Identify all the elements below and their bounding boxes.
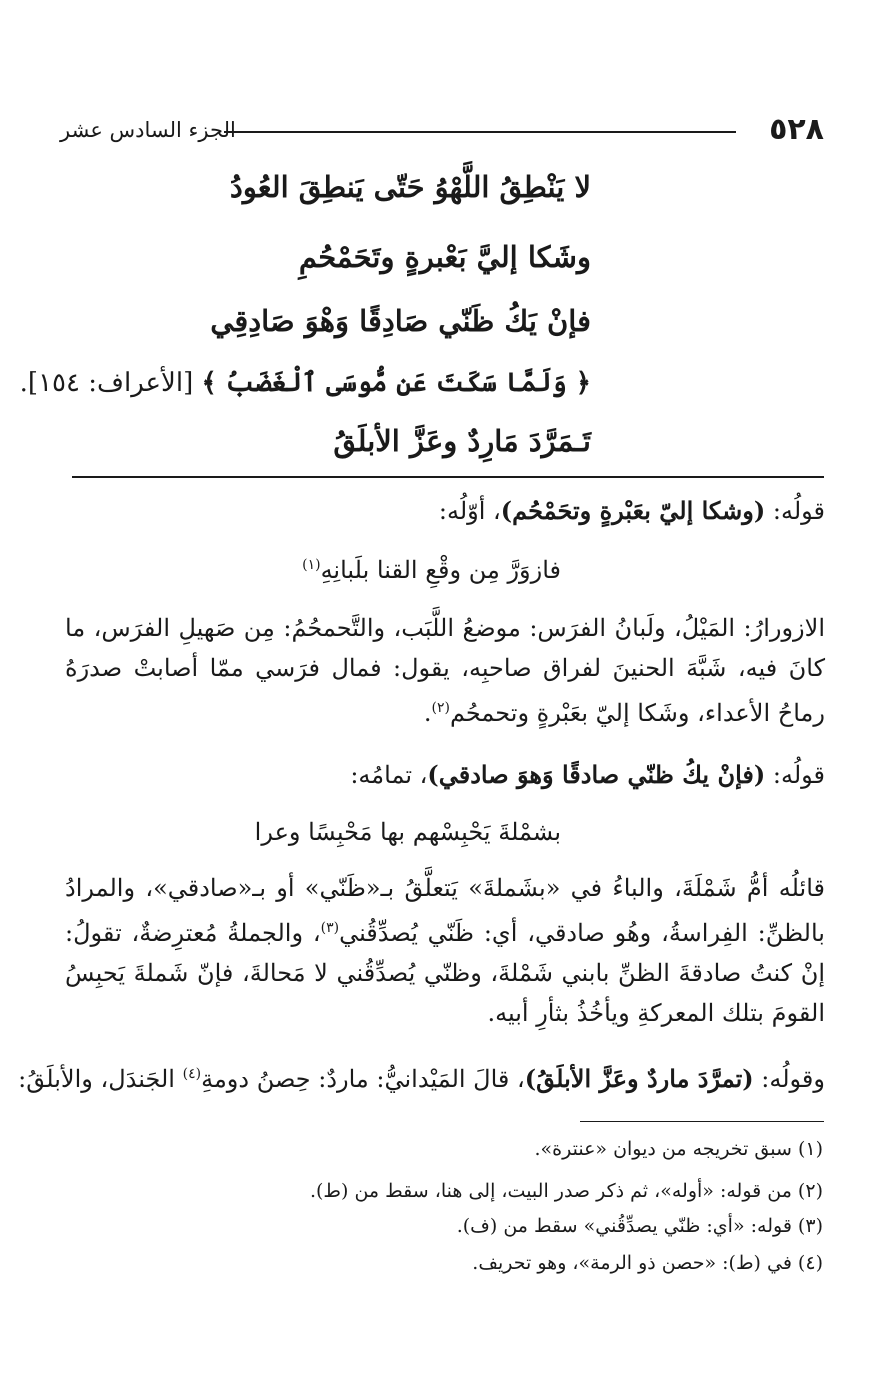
p4-text-b: ، والجملةُ مُعترِضةٌ، تقولُ: إنْ كنتُ صادقةَ الظنِّ بابني شَمْلةَ، وظنّي يُصدِّقُني لا مَحالةَ، فإنّ شَملةَ يَحبِسُ القومَ بتلك المعركةِ ويأخُذُ بثأرِ أبيه. <box>65 919 825 1027</box>
commentary-p2 <box>65 608 825 733</box>
commentary-p5 <box>18 1064 825 1093</box>
quoted-verse-1 <box>302 556 561 584</box>
verse-3: فإنْ يَكُ ظَنّي صَادِقًا وَهْوَ صَادِقِي <box>210 304 591 338</box>
footnote-4: (٤) في (ط): «حصن ذو الرمة»، وهو تحريف. <box>472 1252 823 1274</box>
commentary-p4 <box>65 868 825 1033</box>
footnote-2: (٢) من قوله: «أوله»، ثم ذكر صدر البيت، إلى هنا، سقط من (ط). <box>309 1180 823 1202</box>
quoted-verse-1-text: فازوَرَّ مِن وقْعِ القنا بلَبانِهِ <box>320 556 561 584</box>
p1-intro: قولُه: <box>765 497 825 525</box>
p1-quote: (وشكا إليّ بعَبْرةٍ وتحَمْحُم) <box>500 496 766 525</box>
p5-quote: (تمرَّدَ ماردٌ وعَزَّ الأبلَقُ) <box>524 1064 754 1093</box>
p1-after: ، أوّلُه: <box>438 497 501 525</box>
header-rule <box>224 131 736 133</box>
section-divider <box>72 476 824 478</box>
p5-mid: ، قالَ المَيْدانيُّ: ماردٌ: حِصنُ دومةِ <box>201 1065 525 1093</box>
running-title: الجزء السادس عشر <box>60 118 236 142</box>
p3-quote: (فإنْ يكُ ظنّي صادقًا وَهوَ صادقي) <box>427 760 766 789</box>
quran-reference: [الأعراف: ١٥٤]. <box>19 368 194 398</box>
p2-text: الازورارُ: المَيْلُ، ولَبانُ الفرَس: موضعُ اللَّبَب، والتَّحمحُمُ: مِن صَهيلِ الفرَس، ما كانَ فيه، شَبَّهَ الحنينَ لفراق صاحبِه، يقول: فمال فرَسي ممّا أصابتْ صدرَهُ رماحُ الأعداء، وشَكا إليّ بعَبْرةٍ وتحمحُم <box>65 614 825 727</box>
page-number: ٥٢٨ <box>769 112 824 147</box>
footnote-ref-1: (١) <box>302 557 321 573</box>
p3-intro: قولُه: <box>765 761 825 789</box>
p2-end: . <box>423 699 432 727</box>
verse-1: لا يَنْطِقُ اللَّهْوُ حَتّى يَنطِقَ العُودُ <box>229 170 591 204</box>
footnote-ref-4: (٤) <box>182 1066 202 1082</box>
p3-after: ، تمامُه: <box>350 761 428 789</box>
p5-intro: وقولُه: <box>753 1065 825 1093</box>
footnote-3: (٣) قوله: «أي: ظنّي يصدِّقُني» سقط من (ف). <box>456 1215 823 1237</box>
commentary-p1 <box>439 496 825 525</box>
p5-end: الجَندَل، والأبلَقُ: <box>18 1065 183 1093</box>
quran-text: ﴿ وَلَمَّا سَكَتَ عَن مُّوسَى ٱلْغَضَبُ ﴾ <box>201 368 591 398</box>
verse-2: وشَكا إليَّ بَعْبرةٍ وتَحَمْحُمِ <box>298 240 591 274</box>
verse-4: تَـمَرَّدَ مَارِدٌ وعَزَّ الأبلَقُ <box>333 424 591 458</box>
p4-text-a: قائلُه أمُّ شَمْلَةَ، والباءُ في «بشَملةَ» يَتعلَّقُ بـ«ظَنّي» أو بـ«صادقي»، والمرادُ بالظنِّ: الفِراسةُ، وهُو صادقي، أي: ظَنّي يُصدِّقُني <box>65 874 825 947</box>
footnote-rule <box>580 1121 824 1122</box>
commentary-p3 <box>350 760 825 789</box>
quoted-verse-2: بشمْلةَ يَحْبِسْهم بها مَحْبِسًا وعرا <box>254 818 561 846</box>
page-header <box>60 112 824 152</box>
footnote-1: (١) سبق تخريجه من ديوان «عنترة». <box>534 1138 823 1160</box>
footnote-ref-2: (٢) <box>431 700 450 716</box>
footnote-ref-3: (٣) <box>320 920 340 936</box>
quran-quote <box>20 368 591 398</box>
